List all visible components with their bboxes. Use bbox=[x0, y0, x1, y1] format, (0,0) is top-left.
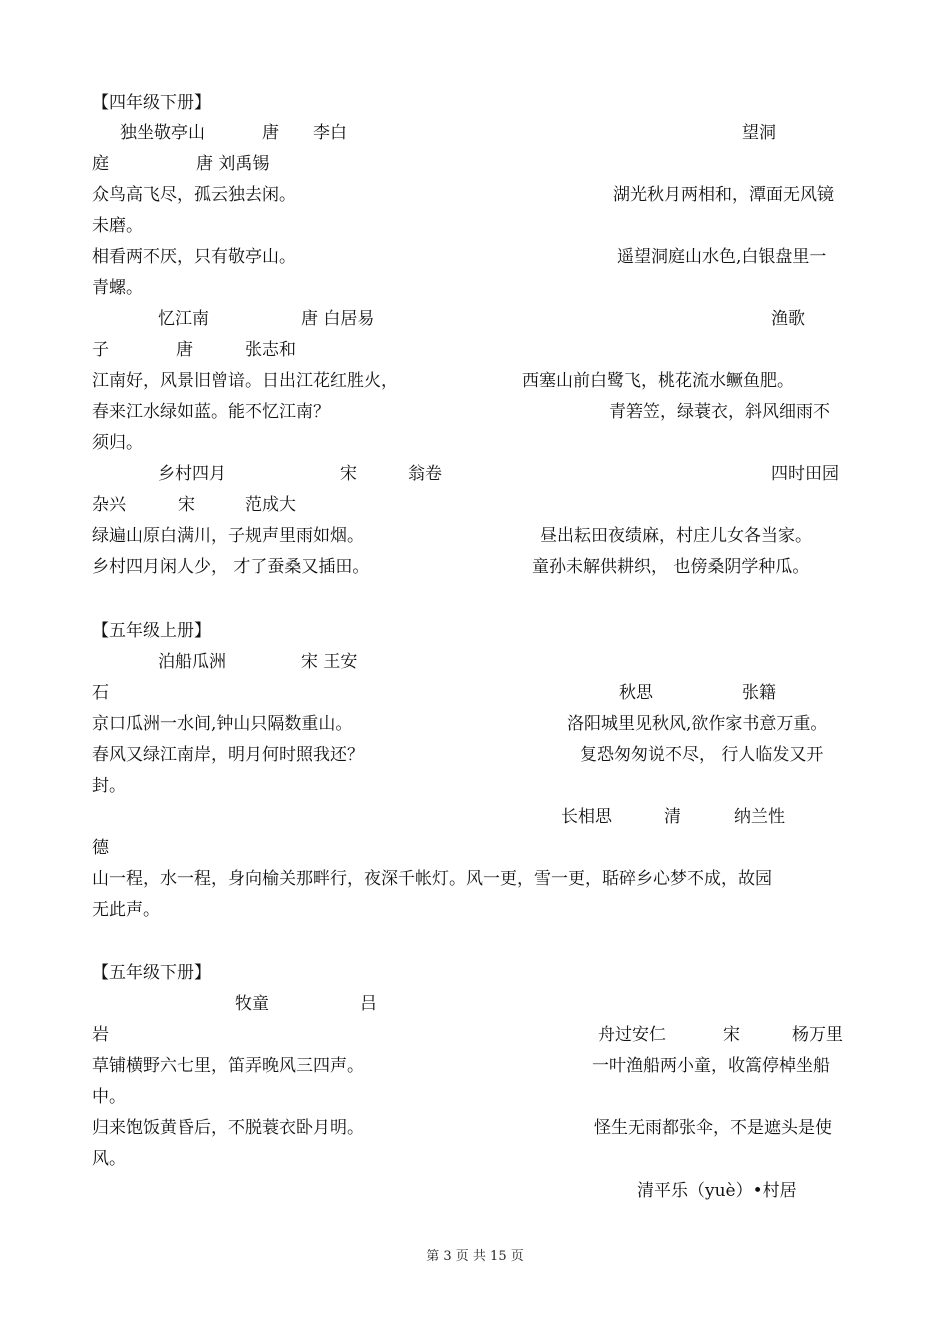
text-line: 须归。 bbox=[92, 433, 143, 453]
text-line: 吕 bbox=[360, 994, 377, 1014]
text-line: 怪生无雨都张伞，不是遮头是使 bbox=[594, 1118, 832, 1138]
text-line: 封。 bbox=[92, 776, 126, 796]
text-line: 杂兴 bbox=[92, 495, 126, 515]
text-line: 相看两不厌，只有敬亭山。 bbox=[92, 247, 296, 267]
text-line: 洛阳城里见秋风,欲作家书意万重。 bbox=[567, 714, 828, 734]
text-line: 泊船瓜洲 bbox=[158, 652, 226, 672]
text-line: 青箬笠，绿蓑衣，斜风细雨不 bbox=[609, 402, 830, 422]
text-line: 风。 bbox=[92, 1149, 126, 1169]
text-line: 童孙未解供耕织， 也傍桑阴学种瓜。 bbox=[532, 557, 810, 577]
text-line: 清平乐（yuè）•村居 bbox=[637, 1181, 797, 1201]
text-line: 宋 王安 bbox=[301, 652, 358, 672]
text-line: 德 bbox=[92, 838, 109, 858]
text-line: 湖光秋月两相和，潭面无风镜 bbox=[613, 185, 834, 205]
text-line: 宋 bbox=[340, 464, 357, 484]
text-line: 纳兰性 bbox=[734, 807, 785, 827]
text-line: 唐 白居易 bbox=[301, 309, 375, 329]
text-line: 岩 bbox=[92, 1025, 109, 1045]
text-line: 无此声。 bbox=[92, 900, 160, 920]
text-line: 【五年级上册】 bbox=[92, 621, 211, 641]
text-line: 京口瓜洲一水间,钟山只隔数重山。 bbox=[92, 714, 353, 734]
text-line: 【五年级下册】 bbox=[92, 963, 211, 983]
text-line: 望洞 bbox=[742, 123, 776, 143]
text-line: 江南好，风景旧曾谙。日出江花红胜火， bbox=[92, 371, 398, 391]
text-line: 西塞山前白鹭飞，桃花流水鳜鱼肥。 bbox=[522, 371, 794, 391]
text-line: 春来江水绿如蓝。能不忆江南？ bbox=[92, 402, 330, 422]
text-line: 一叶渔船两小童，收篙停棹坐船 bbox=[592, 1056, 830, 1076]
text-line: 张志和 bbox=[245, 340, 296, 360]
text-line: 未磨。 bbox=[92, 216, 143, 236]
text-line: 张籍 bbox=[742, 683, 776, 703]
text-line: 翁卷 bbox=[408, 464, 442, 484]
text-line: 遥望洞庭山水色,白银盘里一 bbox=[617, 247, 827, 267]
text-line: 青螺。 bbox=[92, 278, 143, 298]
text-line: 宋 bbox=[178, 495, 195, 515]
text-line: 绿遍山原白满川，子规声里雨如烟。 bbox=[92, 526, 364, 546]
text-line: 乡村四月闲人少， 才了蚕桑又插田。 bbox=[92, 557, 370, 577]
text-line: 忆江南 bbox=[158, 309, 209, 329]
text-line: 舟过安仁 bbox=[598, 1025, 666, 1045]
text-line: 长相思 bbox=[561, 807, 612, 827]
text-line: 子 bbox=[92, 340, 109, 360]
text-line: 归来饱饭黄昏后，不脱蓑衣卧月明。 bbox=[92, 1118, 364, 1138]
text-line: 唐 bbox=[262, 123, 279, 143]
text-line: 复恐匆匆说不尽， 行人临发又开 bbox=[580, 745, 824, 765]
text-line: 唐 bbox=[176, 340, 193, 360]
text-line: 渔歌 bbox=[771, 309, 805, 329]
text-line: 山一程，水一程，身向榆关那畔行，夜深千帐灯。风一更，雪一更，聒碎乡心梦不成，故园 bbox=[92, 869, 772, 889]
page-footer: 第 3 页 共 15 页 bbox=[426, 1249, 524, 1264]
text-line: 庭 bbox=[92, 154, 109, 174]
text-line: 春风又绿江南岸，明月何时照我还？ bbox=[92, 745, 364, 765]
text-line: 众鸟高飞尽，孤云独去闲。 bbox=[92, 185, 296, 205]
text-line: 中。 bbox=[92, 1087, 126, 1107]
text-line: 李白 bbox=[313, 123, 347, 143]
text-line: 【四年级下册】 bbox=[92, 93, 211, 113]
text-line: 四时田园 bbox=[771, 464, 839, 484]
text-line: 乡村四月 bbox=[158, 464, 226, 484]
text-line: 草铺横野六七里，笛弄晚风三四声。 bbox=[92, 1056, 364, 1076]
text-line: 范成大 bbox=[245, 495, 296, 515]
text-line: 秋思 bbox=[619, 683, 653, 703]
text-line: 昼出耘田夜绩麻，村庄儿女各当家。 bbox=[540, 526, 812, 546]
text-line: 清 bbox=[664, 807, 681, 827]
text-line: 石 bbox=[92, 683, 109, 703]
text-line: 牧童 bbox=[235, 994, 269, 1014]
text-line: 唐 刘禹锡 bbox=[196, 154, 270, 174]
text-line: 杨万里 bbox=[792, 1025, 843, 1045]
text-line: 独坐敬亭山 bbox=[120, 123, 205, 143]
text-line: 宋 bbox=[723, 1025, 740, 1045]
